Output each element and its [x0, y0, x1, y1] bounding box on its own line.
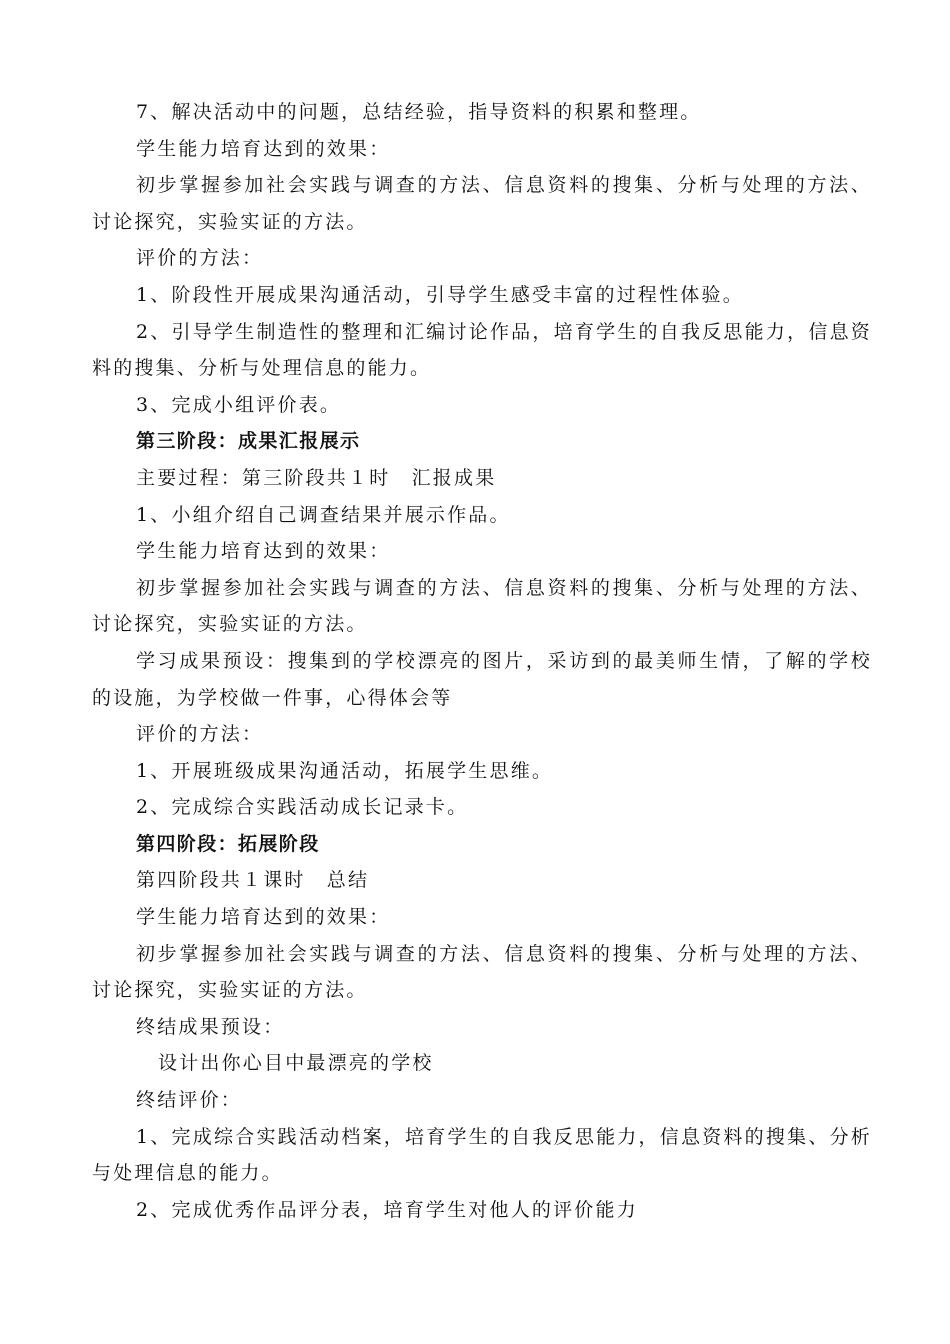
- paragraph: 学生能力培育达到的效果：: [136, 137, 391, 160]
- paragraph: 初步掌握参加社会实践与调查的方法、信息资料的搜集、分析与处理的方法、讨论探究，实验实证的方法。: [92, 174, 872, 233]
- paragraph: 1、小组介绍自己调查结果并展示作品。: [136, 503, 511, 526]
- paragraph: 2、完成优秀作品评分表，培育学生对他人的评价能力: [136, 1198, 638, 1221]
- paragraph: 7、解决活动中的问题，总结经验，指导资料的积累和整理。: [136, 101, 702, 123]
- paragraph: 1、完成综合实践活动档案，培育学生的自我反思能力，信息资料的搜集、分析与处理信息的能力。: [92, 1125, 872, 1185]
- paragraph: 1、阶段性开展成果沟通活动，引导学生感受丰富的过程性体验。: [136, 283, 744, 306]
- paragraph: 初步掌握参加社会实践与调查的方法、信息资料的搜集、分析与处理的方法、讨论探究，实验实证的方法。: [92, 942, 872, 1002]
- section-heading: 第三阶段：成果汇报展示: [136, 430, 361, 453]
- paragraph: 学生能力培育达到的效果：: [136, 540, 391, 563]
- paragraph: 初步掌握参加社会实践与调查的方法、信息资料的搜集、分析与处理的方法、讨论探究，实验实证的方法。: [92, 576, 872, 636]
- paragraph: 第四阶段共１课时 总结: [136, 869, 370, 892]
- section-heading: 第四阶段：拓展阶段: [136, 832, 320, 855]
- paragraph: 1、开展班级成果沟通活动，拓展学生思维。: [136, 759, 554, 782]
- paragraph: 设计出你心目中最漂亮的学校: [158, 1052, 434, 1075]
- paragraph: 学习成果预设：搜集到的学校漂亮的图片，采访到的最美师生情，了解的学校的设施，为学校做一件事，心得体会等: [92, 649, 872, 709]
- paragraph: 学生能力培育达到的效果：: [136, 906, 391, 929]
- paragraph: 2、引导学生制造性的整理和汇编讨论作品，培育学生的自我反思能力，信息资料的搜集、分析与处理信息的能力。: [92, 320, 872, 380]
- paragraph: 评价的方法：: [136, 247, 264, 270]
- document-body: [92, 94, 872, 1228]
- paragraph: 主要过程：第三阶段共１时 汇报成果: [136, 466, 497, 489]
- paragraph: 终结评价：: [136, 1089, 243, 1112]
- paragraph: 3、完成小组评价表。: [136, 393, 342, 416]
- paragraph: 终结成果预设：: [136, 1015, 285, 1038]
- paragraph: 评价的方法：: [136, 723, 264, 746]
- paragraph: 2、完成综合实践活动成长记录卡。: [136, 796, 469, 819]
